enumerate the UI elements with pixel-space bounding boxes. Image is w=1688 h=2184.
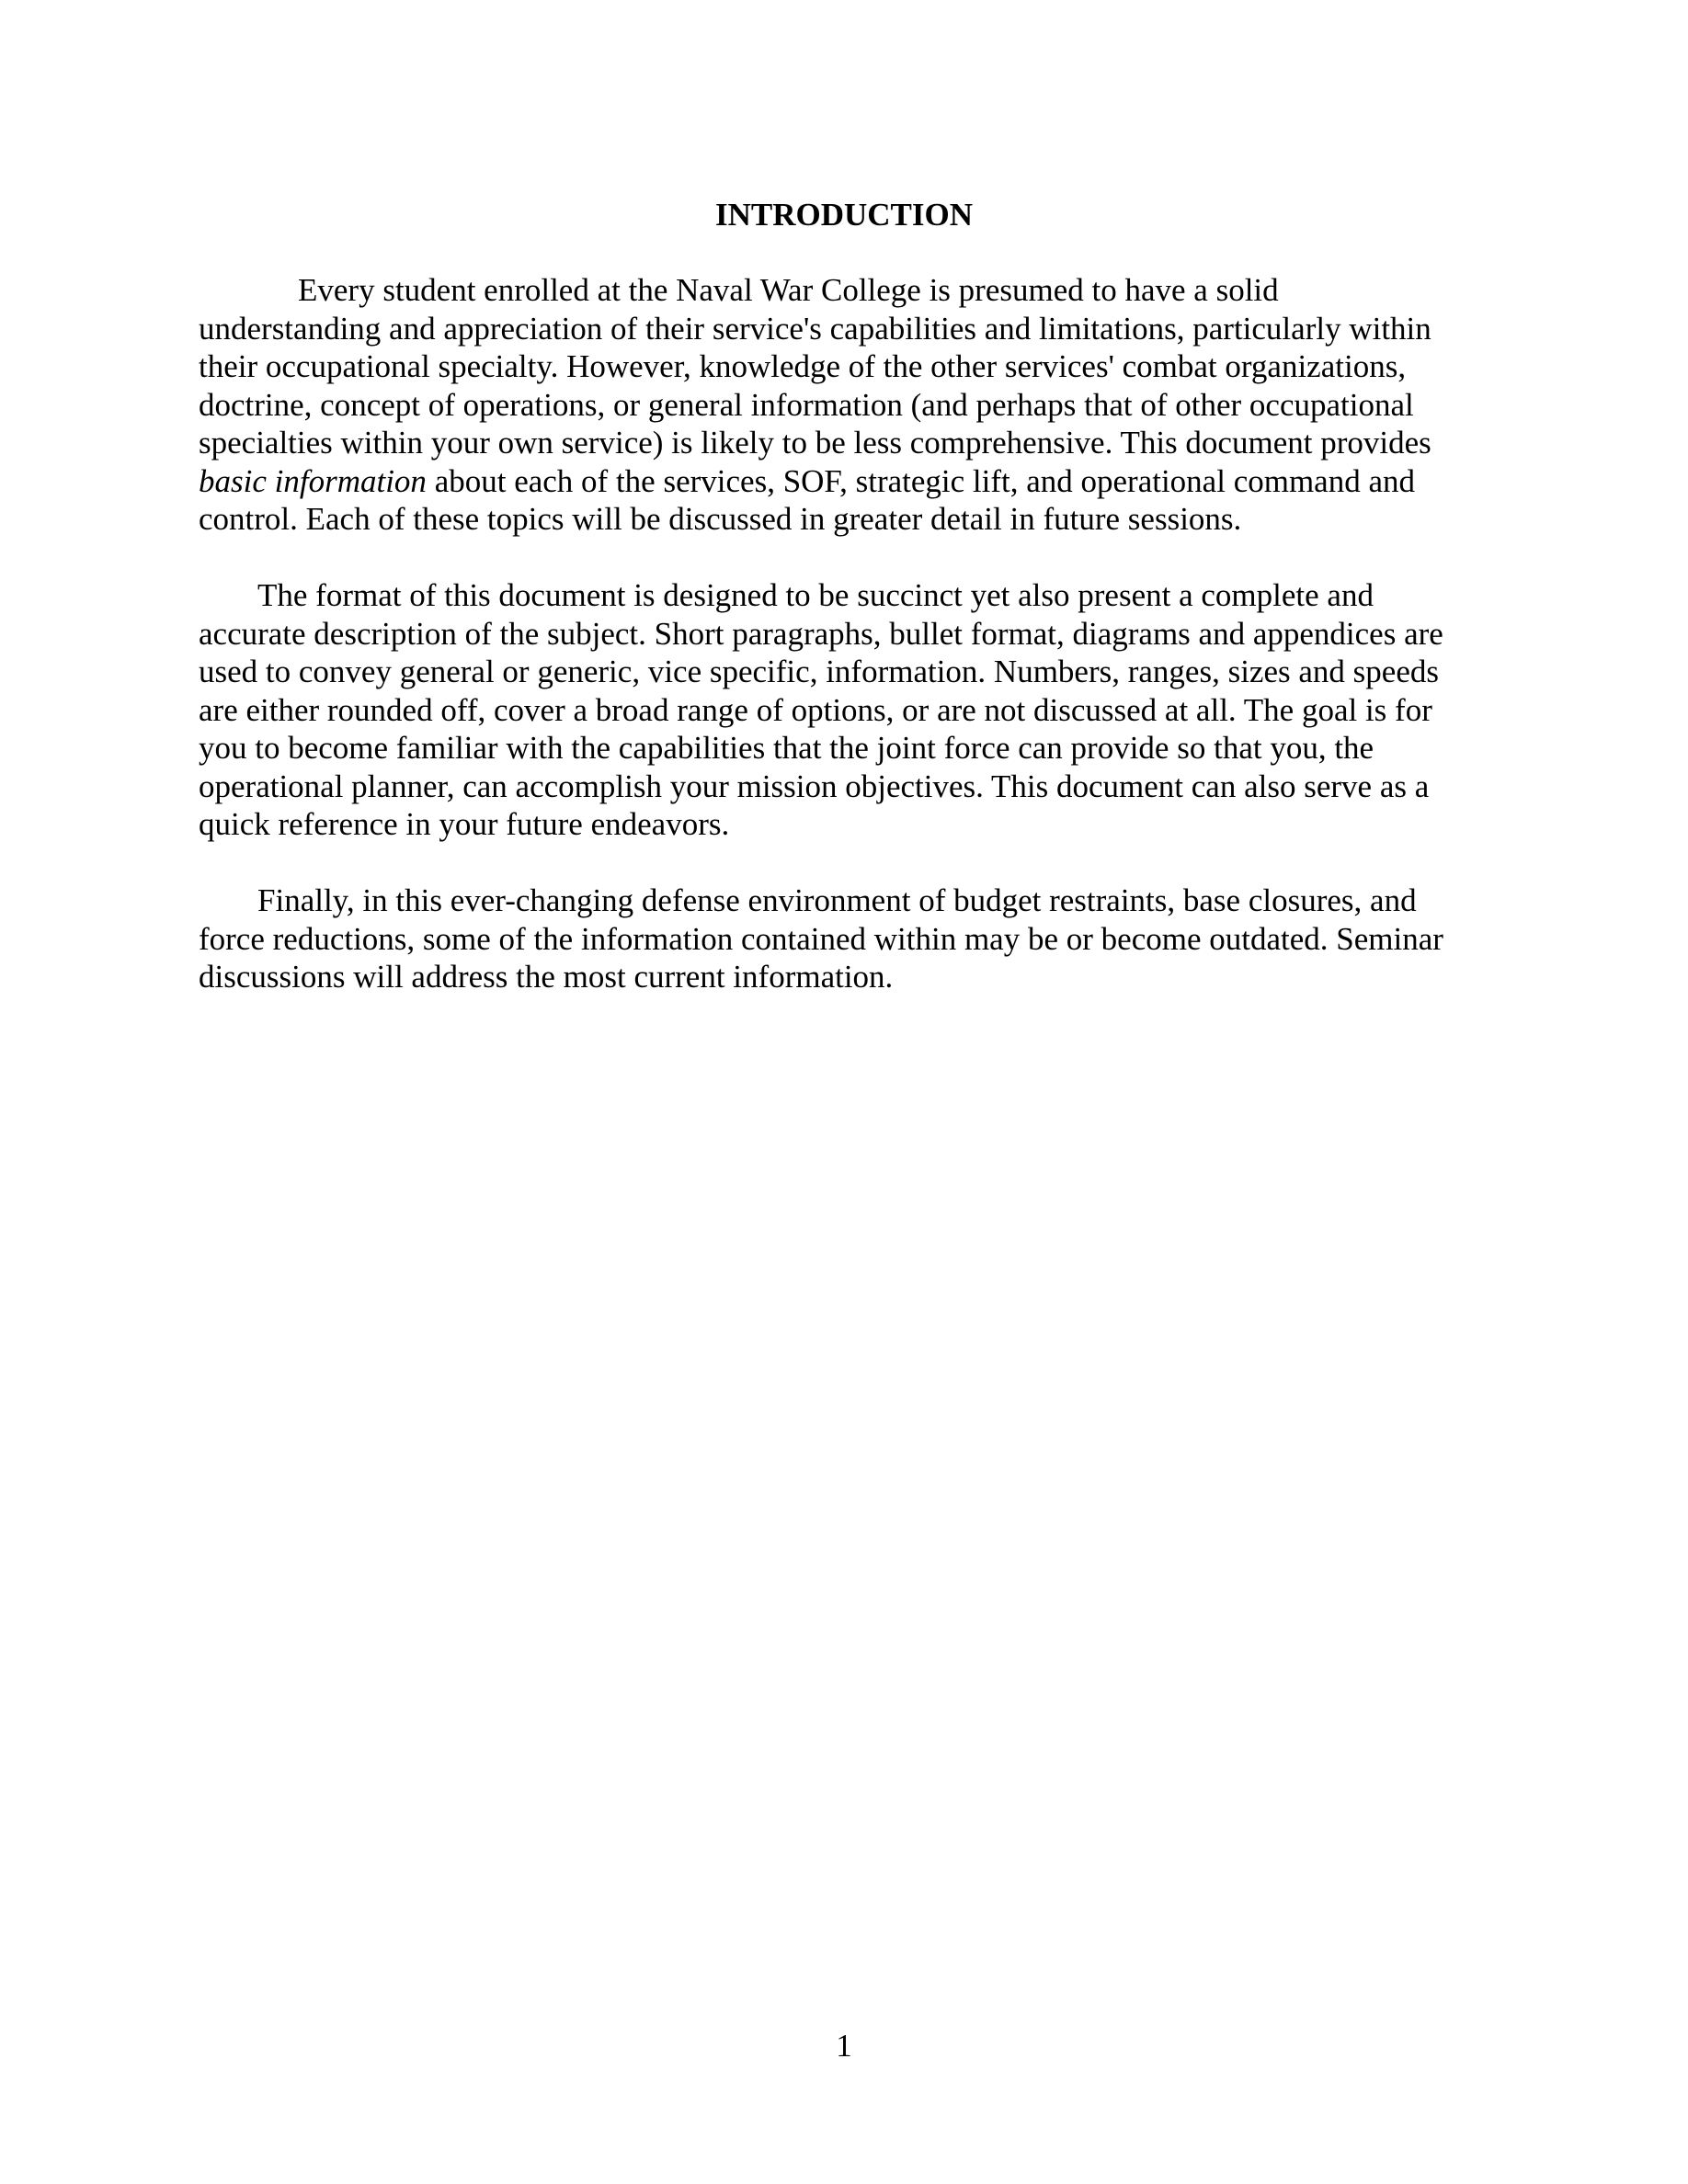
paragraph-1-line-1: Every student enrolled at the Naval War College is presumed to have a solid	[298, 272, 1279, 308]
paragraph-2-line-5: you to become familiar with the capabilities that the joint force can provide so that you, the	[199, 730, 1374, 766]
paragraph-1-line-4: doctrine, concept of operations, or general information (and perhaps that of other occupational	[199, 386, 1414, 423]
paragraph-1-line-5: specialties within your own service) is likely to be less comprehensive. This document provides	[199, 425, 1431, 461]
intro-paragraph-3	[199, 882, 1504, 996]
paragraph-2-line-6: operational planner, can accomplish your mission objectives. This document can also serve as a	[199, 768, 1430, 804]
paragraph-1-line-6	[199, 462, 1504, 501]
intro-paragraph-2	[199, 576, 1504, 844]
emphasized-text: basic information	[199, 462, 427, 499]
paragraph-2-line-2: accurate description of the subject. Short paragraphs, bullet format, diagrams and appendices are	[199, 615, 1443, 652]
paragraph-2-line-7: quick reference in your future endeavors.	[199, 806, 730, 842]
paragraph-2-line-1: The format of this document is designed to be succinct yet also present a complete and	[257, 577, 1374, 613]
page-title: INTRODUCTION	[714, 197, 974, 233]
paragraph-3-line-1: Finally, in this ever-changing defense environment of budget restraints, base closures, and	[257, 882, 1417, 918]
intro-paragraph-1	[199, 271, 1504, 539]
paragraph-1-line-6-rest: about each of the services, SOF, strategic lift, and operational command and	[426, 462, 1415, 499]
paragraph-3-line-2: force reductions, some of the information contained within may be or become outdated. Seminar	[199, 920, 1443, 957]
paragraph-1-line-7: control. Each of these topics will be discussed in greater detail in future sessions.	[199, 501, 1242, 537]
paragraph-2-line-3: used to convey general or generic, vice specific, information. Numbers, ranges, sizes and speeds	[199, 654, 1439, 689]
paragraph-2-line-4: are either rounded off, cover a broad range of options, or are not discussed at all. The goal is for	[199, 691, 1432, 728]
paragraph-1-line-3: their occupational specialty. However, knowledge of the other services' combat organizations,	[199, 348, 1407, 384]
page-number: 1	[836, 2028, 852, 2064]
paragraph-3-line-3: discussions will address the most current information.	[199, 959, 894, 995]
paragraph-1-line-2: understanding and appreciation of their service's capabilities and limitations, particularly within	[199, 310, 1431, 347]
